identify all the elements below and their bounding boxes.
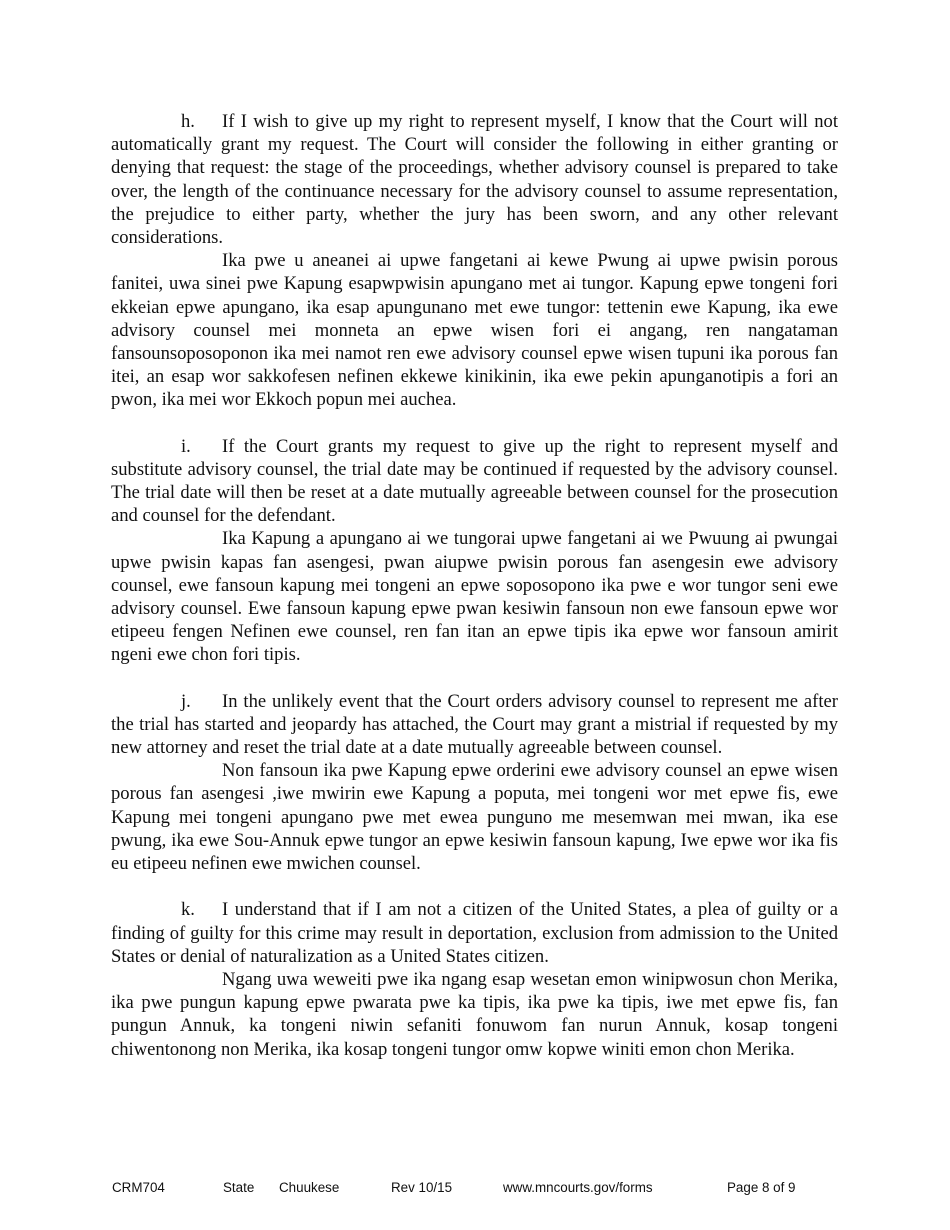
item-marker: k. (181, 899, 195, 921)
footer-language: Chuukese (279, 1180, 340, 1195)
section-k (111, 898, 838, 1060)
english-paragraph (111, 110, 838, 249)
chuukese-paragraph: Non fansoun ika pwe Kapung epwe orderini ewe advisory counsel an epwe wisen porous fan asengesi ,iwe mwirin ewe Kapung a poputa, mei tongeni wor met epwe fis, ewe Kapung mei tongeni apungano pwe met ewea punguno me mesemwan mei mwan, ika ese pwung, ika ewe Sou-Annuk epwe tungor an epwe kesiwin fansoun kapung, Iwe epwe wor ika fis eu etipeeu nefinen ewe mwichen counsel. (111, 760, 838, 875)
english-text: If I wish to give up my right to represent myself, I know that the Court will not automatically grant my request. The Court will consider the following in either granting or denying that request: the stage of the proceedings, whether advisory counsel is prepared to take over, the length of the continuance necessary for the advisory counsel to assume representation, the prejudice to either party, whether the jury has been sworn, and any other relevant considerations. (111, 111, 838, 249)
english-paragraph (111, 898, 838, 968)
section-h (111, 110, 838, 412)
section-i (111, 435, 838, 667)
page-footer (0, 1180, 950, 1200)
item-marker: j. (181, 690, 191, 712)
section-j (111, 690, 838, 876)
item-marker: i. (181, 435, 191, 457)
chuukese-paragraph: Ika pwe u aneanei ai upwe fangetani ai kewe Pwung ai upwe pwisin porous fanitei, uwa sinei pwe Kapung esapwpwisin apungano met ai tungor. Kapung epwe tongeni fori ekkeian epwe apungano, ika esap apungunano met ewe tungor: tettenin ewe Kapung, ika ewe advisory counsel mei monneta an epwe wisen fori ei angang, ren nangataman fansounsoposoponon ika mei namot ren ewe advisory counsel epwe wisen tupuni ika porous fan itei, an esap wor sakkofesen nefinen ekkewe kinikinin, ika ewe pekin apunganotipis a fori an pwon, ika mei wor Ekkoch popun mei auchea. (111, 250, 838, 411)
footer-state: State (223, 1180, 255, 1195)
footer-form-number: CRM704 (112, 1180, 165, 1195)
english-text: If the Court grants my request to give up the right to represent myself and substitute advisory counsel, the trial date may be continued if requested by the advisory counsel. The trial date will then be reset at a date mutually agreeable between counsel for the prosecution and counsel for the defendant. (111, 435, 838, 527)
english-paragraph (111, 435, 838, 528)
footer-revision: Rev 10/15 (391, 1180, 453, 1195)
english-text: I understand that if I am not a citizen of the United States, a plea of guilty or a finding of guilty for this crime may result in deportation, exclusion from admission to the United States or denial of naturalization as a United States citizen. (111, 899, 838, 967)
chuukese-paragraph: Ika Kapung a apungano ai we tungorai upwe fangetani ai we Pwuung ai pwungai upwe pwisin kapas fan asengesi, pwan aiupwe pwisin porous fan asengesin ewe advisory counsel, ewe fansoun kapung mei tongeni an epwe soposopono ika pwe e wor tungor seni ewe advisory counsel. Ewe fansoun kapung epwe pwan kesiwin fansoun non ewe fansoun epwe wor etipeeu fengen Nefinen ewe counsel, ren fan itan an epwe tipis ika epwe wor fansoun amirit ngeni ewe chon fori tipis. (111, 528, 838, 666)
english-text: In the unlikely event that the Court orders advisory counsel to represent me after the trial has started and jeopardy has attached, the Court may grant a mistrial if requested by my new attorney and reset the trial date at a date mutually agreeable between counsel. (111, 690, 838, 759)
item-marker: h. (181, 111, 195, 132)
document-body (111, 110, 838, 1084)
footer-url: www.mncourts.gov/forms (503, 1180, 653, 1195)
english-paragraph (111, 690, 838, 760)
chuukese-paragraph: Ngang uwa weweiti pwe ika ngang esap wesetan emon winipwosun chon Merika, ika pwe pungun kapung epwe pwarata pwe ka tipis, ika pwe ka tipis, iwe met epwe fis, fan pungun Annuk, ka tongeni niwin sefaniti fonuwom fan nurun Annuk, kosap tongeni chiwentonong non Merika, ika kosap tongeni tungor omw kopwe winiti emon chon Merika. (111, 968, 838, 1060)
footer-page-number: Page 8 of 9 (727, 1180, 796, 1195)
